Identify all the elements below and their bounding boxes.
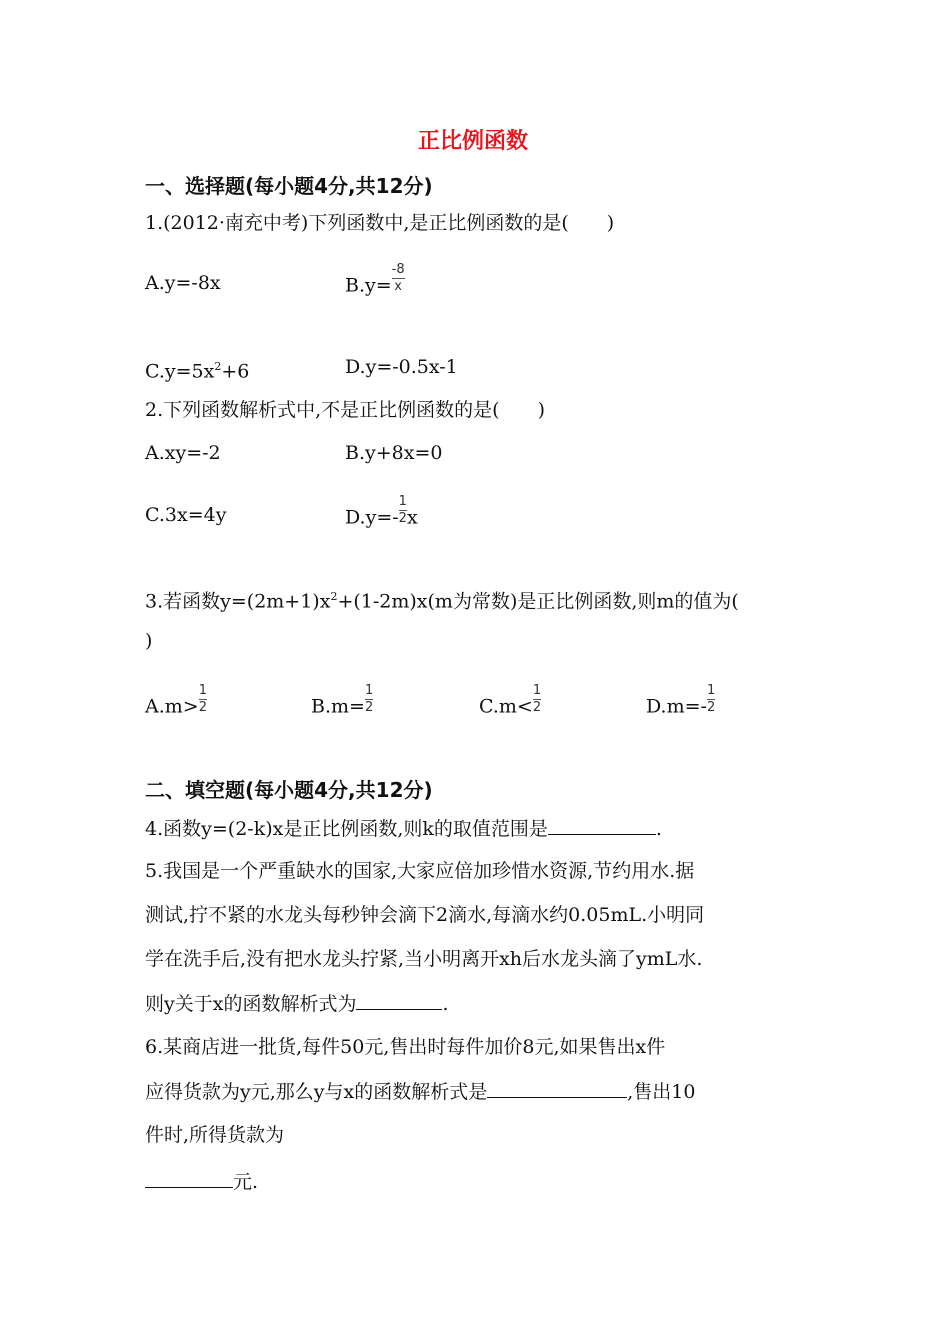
q3-option-b-prefix: B.m=: [311, 695, 365, 718]
fraction-numerator: -8: [391, 262, 405, 277]
fraction-numerator: 1: [364, 683, 374, 698]
fraction-numerator: 1: [198, 683, 207, 698]
q6-line2-text: 应得货款为y元,那么y与x的函数解析式是: [145, 1081, 488, 1103]
question-1-stem: 1.(2012·南充中考)下列函数中,是正比例函数的是( ): [145, 212, 615, 234]
q3-option-b-fraction: [365, 684, 373, 715]
q3-option-a-fraction: [199, 684, 207, 715]
q5-answer-blank[interactable]: [356, 991, 442, 1010]
question-5-line4: [145, 991, 449, 1016]
question-5-line3: 学在洗手后,没有把水龙头拧紧,当小明离开xh后水龙头滴了ymL水.: [145, 948, 703, 970]
fraction-denominator: 2: [364, 700, 374, 715]
fraction-denominator: x: [394, 279, 402, 294]
q3-option-c-fraction: [533, 684, 541, 715]
q1-option-c: [145, 355, 249, 383]
q3-option-c-prefix: C.m<: [479, 695, 533, 718]
q3-option-a: [145, 683, 207, 723]
q2-option-d: [345, 494, 418, 534]
fraction-denominator: 2: [706, 700, 716, 715]
fraction-denominator: 2: [198, 700, 207, 715]
fraction-numerator: 1: [706, 683, 716, 698]
q3-option-b: [311, 683, 374, 723]
q1-option-c-prefix: C.y=5x: [145, 360, 215, 383]
q3-option-d-fraction: [707, 684, 715, 715]
fraction-numerator: 1: [398, 494, 407, 509]
q1-option-c-suffix: +6: [221, 360, 250, 383]
q6-line4-end: 元.: [233, 1171, 259, 1193]
q1-option-b-fraction: [392, 263, 405, 294]
q3-stem-part1: 3.若函数y=(2m+1)x: [145, 590, 331, 613]
q5-line4-text: 则y关于x的函数解析式为: [145, 993, 357, 1015]
q4-answer-blank[interactable]: [548, 816, 656, 835]
question-6-line3: 件时,所得货款为: [145, 1124, 285, 1146]
q4-end: .: [655, 818, 662, 840]
question-6-line1: 6.某商店进一批货,每件50元,售出时每件加价8元,如果售出x件: [145, 1036, 666, 1058]
question-4: [145, 816, 662, 841]
page-title: 正比例函数: [418, 129, 529, 154]
question-5-line1: 5.我国是一个严重缺水的国家,大家应倍加珍惜水资源,节约用水.据: [145, 860, 695, 882]
question-2-stem: 2.下列函数解析式中,不是正比例函数的是( ): [145, 399, 545, 421]
q3-option-c: [479, 683, 542, 723]
fraction-denominator: 2: [398, 511, 407, 526]
q2-option-b: B.y+8x=0: [345, 442, 443, 464]
q6-answer-blank-1[interactable]: [487, 1079, 627, 1098]
fraction-denominator: 2: [532, 700, 542, 715]
q6-line2-end: ,售出10: [627, 1081, 696, 1103]
q5-end: .: [442, 993, 449, 1015]
q1-option-b: [345, 262, 405, 302]
question-6-line4: [145, 1169, 258, 1194]
q3-stem-part2: +(1-2m)x(m为常数)是正比例函数,则m的值为(: [337, 590, 739, 613]
fraction-numerator: 1: [532, 683, 542, 698]
q3-stem-exponent: 2: [330, 590, 338, 603]
q2-option-d-suffix: x: [406, 506, 418, 529]
q3-option-d-prefix: D.m=-: [646, 695, 707, 718]
q3-option-a-prefix: A.m>: [145, 695, 199, 718]
q2-option-a: A.xy=-2: [145, 442, 221, 464]
question-3-stem: [145, 585, 739, 613]
q2-option-c: C.3x=4y: [145, 504, 227, 526]
q3-option-d: [646, 683, 716, 723]
q6-answer-blank-2[interactable]: [145, 1169, 233, 1188]
section-heading-fill: 二、填空题(每小题4分,共12分): [145, 778, 433, 802]
question-6-line2: [145, 1079, 695, 1104]
section-heading-choice: 一、选择题(每小题4分,共12分): [145, 174, 433, 198]
q1-option-b-prefix: B.y=: [345, 274, 392, 297]
q1-option-c-exponent: 2: [214, 360, 222, 373]
question-3-stem-line2: ): [145, 630, 153, 652]
question-5-line2: 测试,拧不紧的水龙头每秒钟会滴下2滴水,每滴水约0.05mL.小明同: [145, 904, 705, 926]
q2-option-d-prefix: D.y=-: [345, 506, 399, 529]
q1-option-d: D.y=-0.5x-1: [345, 356, 458, 378]
q1-option-a: A.y=-8x: [145, 272, 221, 294]
q2-option-d-fraction: [399, 495, 407, 526]
q4-text: 4.函数y=(2-k)x是正比例函数,则k的取值范围是: [145, 818, 548, 840]
